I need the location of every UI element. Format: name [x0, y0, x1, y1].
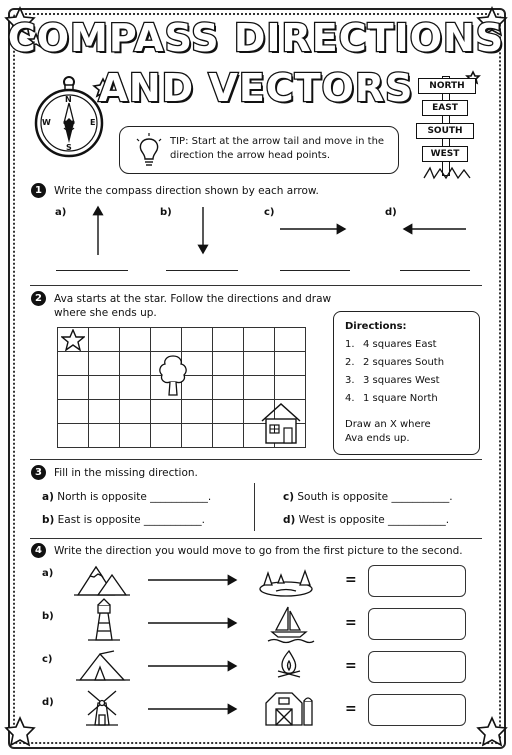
question-1-number: 1: [31, 183, 46, 198]
compass-s: S: [66, 143, 72, 152]
q4-b-label: b): [42, 611, 54, 622]
q3-a: a) North is opposite ___________.: [42, 491, 212, 503]
question-1-prompt: Write the compass direction shown by each arrow.: [54, 185, 319, 197]
question-2-number: 2: [31, 291, 46, 306]
question-4-prompt: Write the direction you would move to go from the first picture to the second.: [54, 545, 463, 557]
directions-note: Draw an X where Ava ends up.: [345, 419, 431, 444]
question-4-number: 4: [31, 543, 46, 558]
campfire-icon: [278, 651, 300, 677]
q1-d-label: d): [385, 207, 397, 218]
q4-c-answer-box[interactable]: [368, 651, 466, 683]
direction-item-4: 4. 1 square North: [345, 393, 438, 404]
q3-d-blank[interactable]: ___________.: [388, 514, 450, 526]
sailboat-icon: [268, 607, 314, 643]
q1-b-label: b): [160, 207, 172, 218]
question-3-prompt: Fill in the missing direction.: [54, 467, 198, 479]
q4-d-label: d): [42, 697, 54, 708]
sign-south: SOUTH: [416, 123, 474, 139]
direction-grid[interactable]: [57, 327, 306, 448]
sign-north: NORTH: [418, 78, 476, 94]
q4-a-equals: =: [345, 572, 357, 588]
lighthouse-icon: [88, 599, 120, 640]
direction-item-1: 1. 4 squares East: [345, 339, 437, 350]
section-divider: [30, 538, 482, 539]
tip-text: TIP: Start at the arrow tail and move in the direction the arrow head points.: [170, 136, 385, 161]
tree-icon: [155, 353, 191, 397]
page-title-line-1: COMPASS DIRECTIONS: [7, 16, 505, 60]
q3-c: c) South is opposite ___________.: [283, 491, 453, 503]
sign-east: EAST: [422, 100, 468, 116]
q3-b: b) East is opposite ___________.: [42, 514, 205, 526]
compass-w: W: [42, 118, 51, 127]
q3-c-blank[interactable]: ___________.: [391, 491, 453, 503]
q3-a-blank[interactable]: ___________.: [150, 491, 212, 503]
house-icon: [258, 401, 304, 445]
q4-a-answer-box[interactable]: [368, 565, 466, 597]
q4-b-equals: =: [345, 615, 357, 631]
q1-a-answer-line[interactable]: [56, 270, 128, 271]
q4-c-label: c): [42, 654, 53, 665]
direction-item-3: 3. 3 squares West: [345, 375, 440, 386]
question-2-prompt: Ava starts at the star. Follow the directions and draw where she ends up.: [54, 293, 332, 319]
q1-d-answer-line[interactable]: [400, 270, 470, 271]
tent-icon: [76, 651, 130, 680]
mountains-icon: [74, 567, 130, 595]
directions-box: [333, 311, 480, 455]
pond-icon: [260, 571, 312, 596]
q1-b-answer-line[interactable]: [166, 270, 238, 271]
windmill-icon: [86, 691, 118, 725]
q1-a-label: a): [55, 207, 67, 218]
start-star-icon: [61, 329, 85, 351]
q4-b-answer-box[interactable]: [368, 608, 466, 640]
q3-d: d) West is opposite ___________.: [283, 514, 450, 526]
directions-title: Directions:: [345, 321, 407, 332]
compass-e: E: [90, 118, 96, 127]
compass-n: N: [65, 95, 72, 104]
section-divider: [30, 459, 482, 460]
q4-a-label: a): [42, 568, 54, 579]
section-divider: [30, 285, 482, 286]
q4-c-equals: =: [345, 658, 357, 674]
q4-d-answer-box[interactable]: [368, 694, 466, 726]
q1-c-answer-line[interactable]: [280, 270, 350, 271]
sign-west: WEST: [422, 146, 468, 162]
question-3-number: 3: [31, 465, 46, 480]
q1-c-label: c): [264, 207, 275, 218]
q3-b-blank[interactable]: ___________.: [143, 514, 205, 526]
page-title-line-2: AND VECTORS: [98, 66, 414, 110]
q4-d-equals: =: [345, 701, 357, 717]
direction-item-2: 2. 2 squares South: [345, 357, 445, 368]
q3-column-divider: [254, 483, 255, 531]
barn-icon: [266, 693, 312, 725]
